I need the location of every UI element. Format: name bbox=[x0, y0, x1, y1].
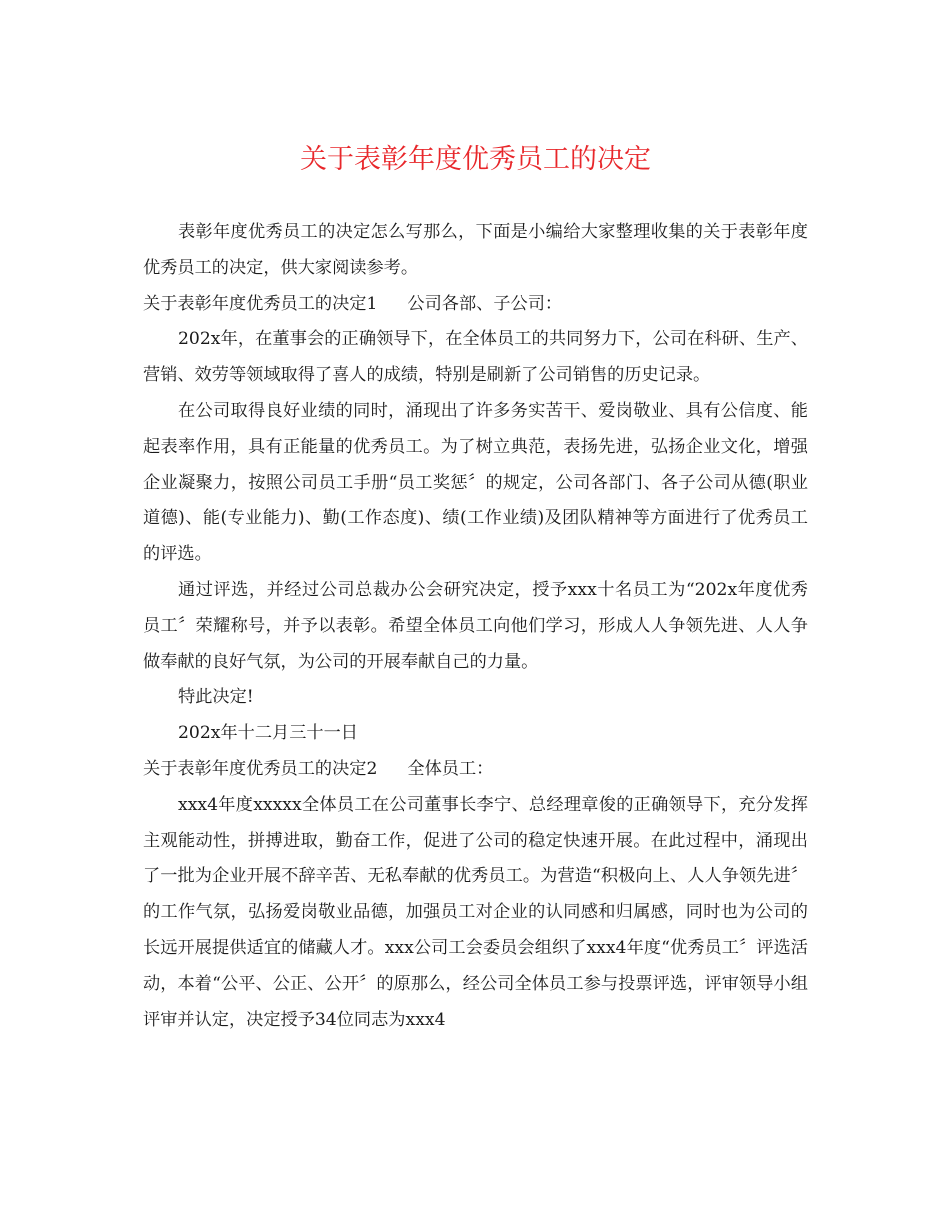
section-2-addressee: 全体员工： bbox=[407, 758, 494, 779]
section-1-closing: 特此决定! bbox=[178, 687, 254, 708]
section-1-heading: 关于表彰年度优秀员工的决定1 bbox=[143, 293, 378, 314]
document-title: 关于表彰年度优秀员工的决定 bbox=[300, 144, 651, 175]
intro-paragraph: 表彰年度优秀员工的决定怎么写那么，下面是小编给大家整理收集的关于表彰年度优秀员工的决定，供大家阅读参考。 bbox=[143, 222, 808, 278]
section-1-date: 202x年十二月三十一日 bbox=[178, 723, 358, 744]
section-2-heading: 关于表彰年度优秀员工的决定2 bbox=[143, 758, 378, 779]
section-1-addressee: 公司各部、子公司： bbox=[407, 293, 563, 314]
section-1-paragraph-1: 202x年，在董事会的正确领导下，在全体员工的共同努力下，公司在科研、生产、营销、效劳等领域取得了喜人的成绩，特别是刷新了公司销售的历史记录。 bbox=[143, 329, 808, 386]
section-1-paragraph-2: 在公司取得良好业绩的同时，涌现出了许多务实苦干、爱岗敬业、具有公信度、能起表率作用，具有正能量的优秀员工。为了树立典范，表扬先进，弘扬企业文化，增强企业凝聚力，按照公司员工手册“员工奖惩〞的规定，公司各部门、各子公司从德(职业道德)、能(专业能力)、勤(工作态度)、绩(工作业绩)及团队精神等方面进行了优秀员工的评选。 bbox=[143, 400, 808, 565]
section-2-paragraph-1: xxx4年度xxxxx全体员工在公司董事长李宁、总经理章俊的正确领导下，充分发挥主观能动性，拼搏进取，勤奋工作，促进了公司的稳定快速开展。在此过程中，涌现出了一批为企业开展不辞辛苦、无私奉献的优秀员工。为营造“积极向上、人人争领先进〞的工作气氛，弘扬爱岗敬业品德，加强员工对企业的认同感和归属感，同时也为公司的长远开展提供适宜的储藏人才。xxx公司工会委员会组织了xxx4年度“优秀员工〞评选活动，本着“公平、公正、公开〞的原那么，经公司全体员工参与投票评选，评审领导小组评审并认定，决定授予34位同志为xxx4 bbox=[143, 794, 808, 1030]
section-1-paragraph-3: 通过评选，并经过公司总裁办公会研究决定，授予xxx十名员工为“202x年度优秀员工〞荣耀称号，并予以表彰。希望全体员工向他们学习，形成人人争领先进、人人争做奉献的良好气氛，为公司的开展奉献自己的力量。 bbox=[143, 579, 808, 672]
document-body bbox=[143, 215, 808, 1038]
section-1-heading-line bbox=[143, 287, 808, 323]
section-2-heading-line bbox=[143, 752, 808, 788]
